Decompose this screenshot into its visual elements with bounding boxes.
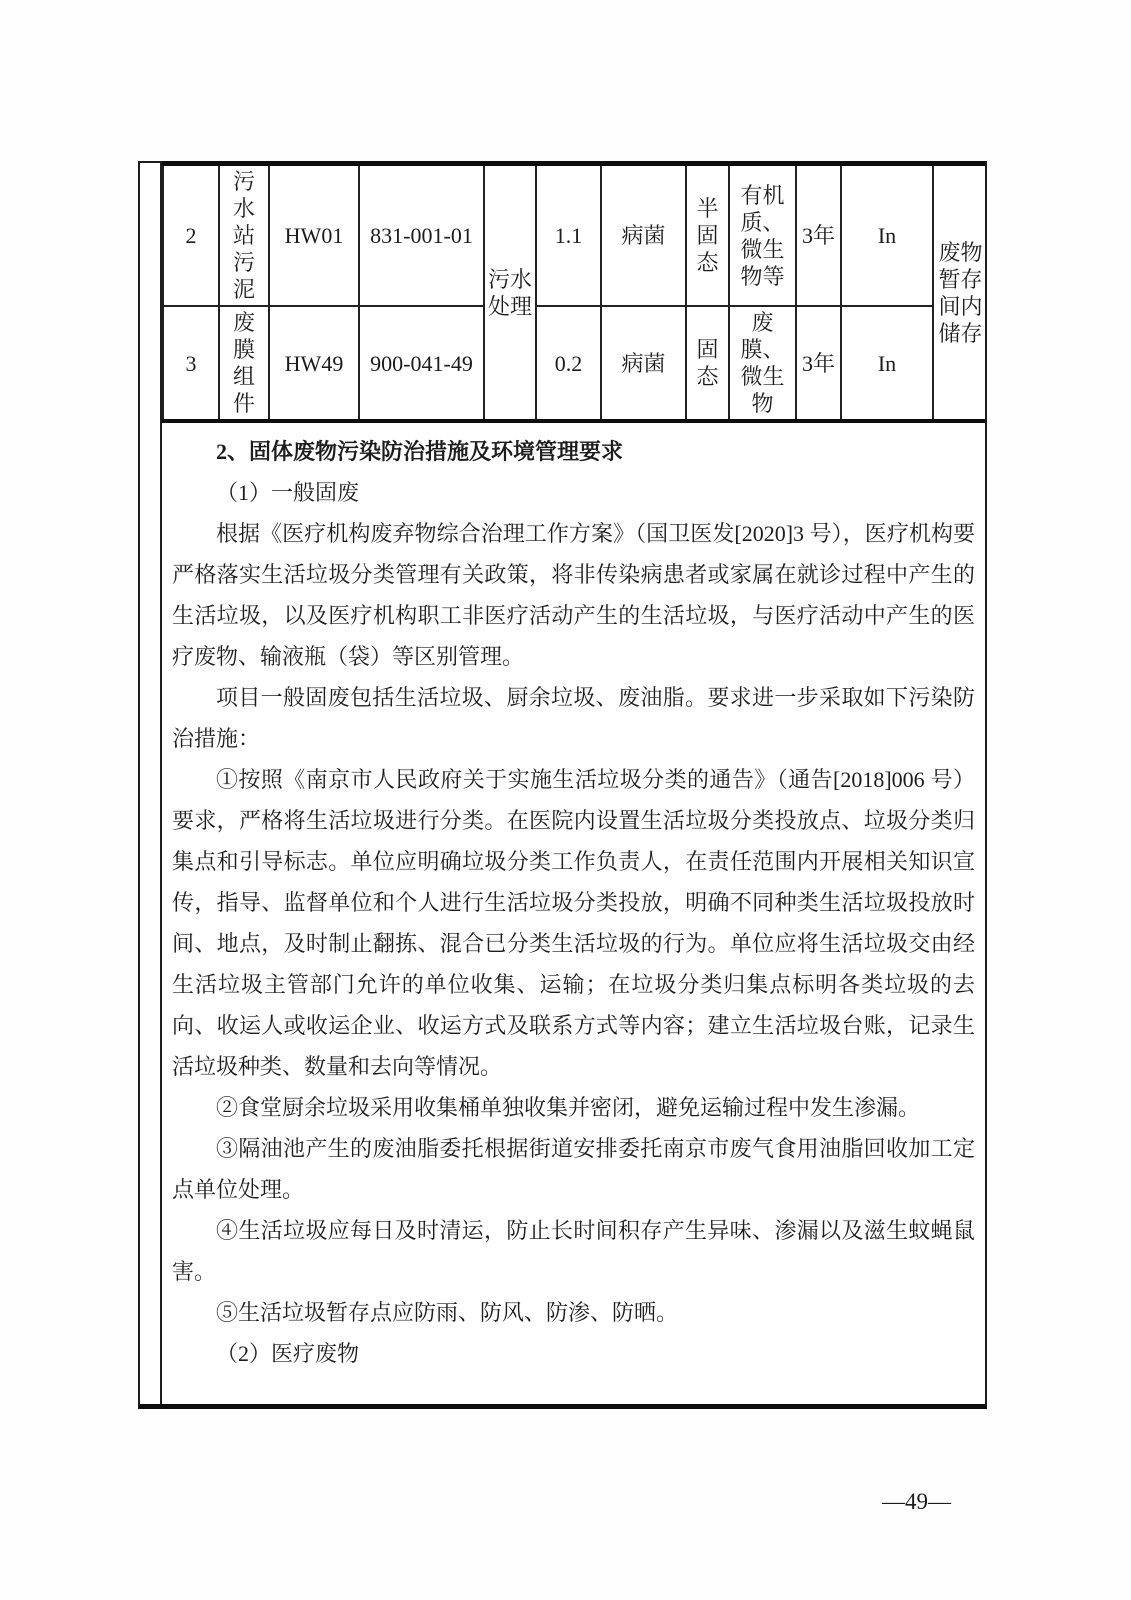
paragraph-policy-basis: 根据《医疗机构废弃物综合治理工作方案》（国卫医发[2020]3 号），医疗机构要严格落实生活垃圾分类管理有关政策，将非传染病患者或家属在就诊过程中产生的生活垃圾，以及医疗机构职工非医疗活动产生的生活垃圾，与医疗活动中产生的医疗废物、输液瓶（袋）等区别管理。 [172,521,975,669]
paragraph-measure-5: ⑤生活垃圾暂存点应防雨、防风、防渗、防晒。 [216,1300,679,1325]
cell-storage-merged: 废物暂存间内储存 [933,164,985,422]
paragraph-measure-2: ②食堂厨余垃圾采用收集桶单独收集并密闭，避免运输过程中发生渗漏。 [216,1095,921,1120]
paragraph-measure-4: ④生活垃圾应每日及时清运，防止长时间积存产生异味、渗漏以及滋生蚊蝇鼠害。 [172,1218,975,1284]
page-number: —49— [882,1489,951,1514]
cell-hazard: 病菌 [601,164,686,307]
cell-hw-code: HW01 [269,164,359,307]
document-content-cell [162,161,985,1404]
paragraph-measure-1: ①按照《南京市人民政府关于实施生活垃圾分类的通告》（通告[2018]006 号）要求，严格将生活垃圾进行分类。在医院内设置生活垃圾分类投放点、垃圾分类归集点和引导标志。单位应明确垃圾分类工作负责人，在责任范围内开展相关知识宣传，指导、监督单位和个人进行生活垃圾分类投放，明确不同种类生活垃圾投放时间、地点，及时制止翻拣、混合已分类生活垃圾的行为。单位应将生活垃圾交由经生活垃圾主管部门允许的单位收集、运输；在垃圾分类归集点标明各类垃圾的去向、收运人或收运企业、收运方式及联系方式等内容；建立生活垃圾台账，记录生活垃圾种类、数量和去向等情况。 [172,767,975,1079]
cell-quantity: 1.1 [536,164,601,307]
cell-index: 3 [163,306,219,421]
table-row [163,164,985,307]
cell-source-merged: 污水处理 [484,164,536,422]
paragraph-medical-waste-label: （2）医疗废物 [216,1341,360,1366]
section-heading: 2、固体废物污染防治措施及环境管理要求 [216,439,624,464]
cell-index: 2 [163,164,219,307]
body-text [162,423,985,1374]
cell-quantity: 0.2 [536,306,601,421]
cell-hazard: 病菌 [601,306,686,421]
cell-waste-name: 废膜组件 [219,306,269,421]
document-frame [138,161,987,1409]
cell-composition: 有机质、微生物等 [729,164,796,307]
cell-waste-code: 831-001-01 [359,164,484,307]
cell-waste-name: 污水站污泥 [219,164,269,307]
cell-period: 3年 [796,306,841,421]
table-row [163,306,985,421]
cell-form: 固态 [686,306,729,421]
paragraph-project-waste-types: 项目一般固废包括生活垃圾、厨余垃圾、废油脂。要求进一步采取如下污染防治措施： [172,685,975,751]
cell-period: 3年 [796,164,841,307]
paragraph-measure-3: ③隔油池产生的废油脂委托根据街道安排委托南京市废气食用油脂回收加工定点单位处理。 [172,1136,975,1202]
cell-disposal: In [841,306,933,421]
cell-disposal: In [841,164,933,307]
cell-composition: 废膜、微生物 [729,306,796,421]
cell-waste-code: 900-041-49 [359,306,484,421]
cell-hw-code: HW49 [269,306,359,421]
cell-form: 半固态 [686,164,729,307]
hazardous-waste-table [162,161,985,423]
left-gutter-column [140,161,162,1404]
paragraph-general-solid-waste-label: （1）一般固废 [216,480,360,505]
